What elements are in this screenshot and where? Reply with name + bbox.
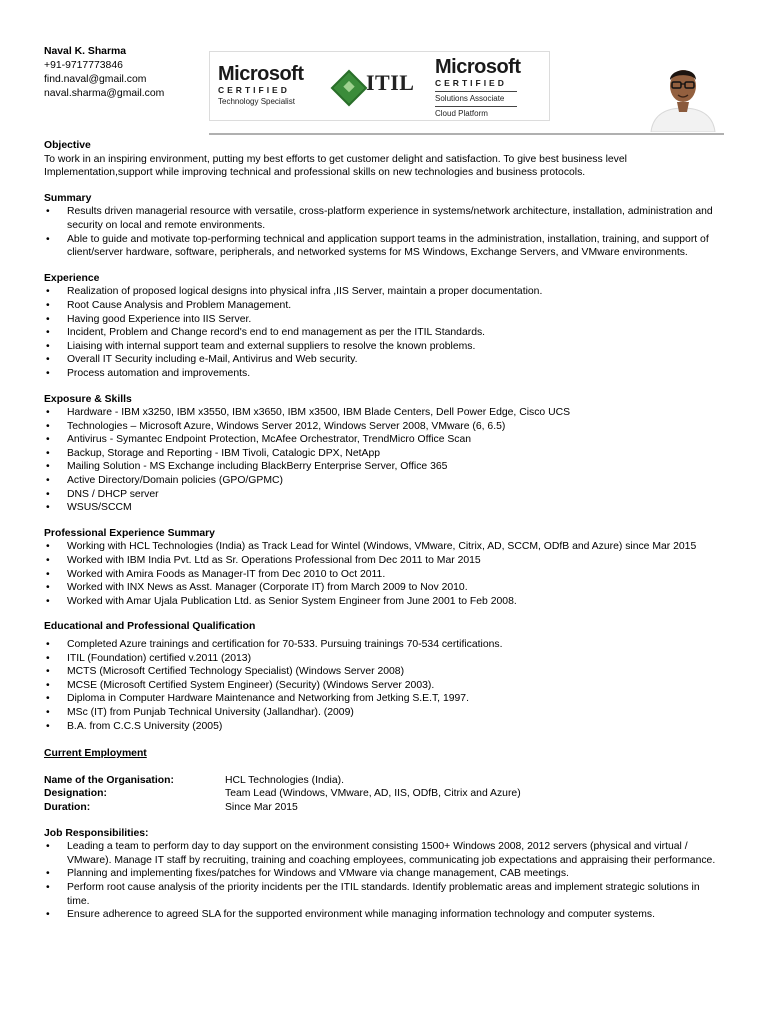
education-list [44, 638, 724, 733]
organisation-label: Name of the Organisation: [44, 774, 174, 786]
list-item: • Process automation and improvements. [44, 367, 724, 381]
contact-block [44, 45, 164, 101]
header-divider [209, 133, 724, 135]
list-item: • Hardware - IBM x3250, IBM x3550, IBM x3650, IBM x3500, IBM Blade Centers, Dell Power Edge, Cisco UCS [44, 406, 724, 420]
skills-list [44, 406, 724, 515]
objective-heading: Objective [44, 140, 91, 151]
summary-section [44, 192, 724, 260]
itil-logo: ITIL [332, 72, 412, 108]
list-item: • Mailing Solution - MS Exchange including BlackBerry Enterprise Server, Office 365 [44, 460, 724, 474]
list-item: • Worked with IBM India Pvt. Ltd as Sr. Operations Professional from Dec 2011 to Mar 2015 [44, 554, 724, 568]
list-item: • Worked with INX News as Asst. Manager (Corporate IT) from March 2009 to Nov 2010. [44, 581, 724, 595]
list-item: • Diploma in Computer Hardware Maintenance and Networking from Jetking S.E.T, 1997. [44, 692, 724, 706]
professional-summary-heading: Professional Experience Summary [44, 527, 215, 539]
list-item: • MCSE (Microsoft Certified System Engineer) (Security) (Windows Server 2003). [44, 679, 724, 693]
summary-list [44, 205, 724, 259]
profile-photo [643, 52, 723, 132]
email-secondary: naval.sharma@gmail.com [44, 88, 165, 99]
list-item: • Liaising with internal support team and external suppliers to resolve the known problems. [44, 340, 724, 354]
itil-diamond-icon [331, 70, 368, 107]
list-item: • Worked with Amira Foods as Manager-IT from Dec 2010 to Oct 2011. [44, 568, 724, 582]
list-item: • Antivirus - Symantec Endpoint Protection, McAfee Orchestrator, TrendMicro Office Scan [44, 433, 724, 447]
objective-section [44, 139, 724, 180]
list-item: • WSUS/SCCM [44, 501, 724, 515]
skills-section [44, 393, 724, 515]
skills-heading: Exposure & Skills [44, 393, 132, 405]
job-responsibilities-heading: Job Responsibilities: [44, 827, 149, 839]
organisation-value: HCL Technologies (India). [225, 774, 344, 786]
phone-number: +91-9717773846 [44, 60, 123, 71]
professional-summary-list [44, 540, 724, 608]
resume-body [44, 139, 724, 922]
list-item: • Technologies – Microsoft Azure, Windows Server 2012, Windows Server 2008, VMware (6, 6.5) [44, 420, 724, 434]
list-item: • B.A. from C.C.S University (2005) [44, 720, 724, 734]
professional-summary-section [44, 527, 724, 609]
list-item: • Working with HCL Technologies (India) as Track Lead for Wintel (Windows, VMware, Citrix, AD, SCCM, ODfB and Azure) since Mar 2015 [44, 540, 724, 554]
list-item: • MCTS (Microsoft Certified Technology Specialist) (Windows Server 2008) [44, 665, 724, 679]
current-employment-heading: Current Employment [44, 748, 147, 760]
list-item: • Incident, Problem and Change record's end to end management as per the ITIL Standards. [44, 326, 724, 340]
duration-row [44, 801, 724, 815]
current-employment-section [44, 747, 724, 814]
job-responsibilities-section [44, 827, 724, 922]
list-item: • Worked with Amar Ujala Publication Ltd. as Senior System Engineer from June 2001 to Feb 2008. [44, 595, 724, 609]
list-item: • Ensure adherence to agreed SLA for the supported environment while managing information technology and computer systems. [44, 908, 724, 922]
duration-label: Duration: [44, 801, 91, 813]
list-item: • DNS / DHCP server [44, 488, 724, 502]
microsoft-certified-specialist-logo: Microsoft CERTIFIED Technology Specialist [218, 63, 304, 106]
experience-list [44, 285, 724, 380]
education-heading: Educational and Professional Qualification [44, 621, 256, 633]
list-item: • Overall IT Security including e-Mail, Antivirus and Web security. [44, 353, 724, 367]
employment-details [44, 774, 724, 815]
list-item: • Able to guide and motivate top-performing technical and application support teams in the administration, installation, training, and support of client/server hardware, software, peripherals, and networked systems for MS Windows, Exchange Servers, and VMware environments. [44, 233, 724, 260]
list-item: • ITIL (Foundation) certified v.2011 (2013) [44, 652, 724, 666]
list-item: • Root Cause Analysis and Problem Management. [44, 299, 724, 313]
person-photo-icon [643, 52, 723, 132]
list-item: • Planning and implementing fixes/patches for Windows and VMware via change management, CAB meetings. [44, 867, 724, 881]
job-responsibilities-list [44, 840, 724, 922]
certification-logos [209, 51, 550, 121]
list-item: • Leading a team to perform day to day support on the environment consisting 1500+ Windows 2008, 2012 servers (physical and virtual / VMware). Manage IT staff by recruiting, training and coaching employees, communicating job expectations and appraising their performance. [44, 840, 724, 867]
microsoft-certified-associate-logo: Microsoft CERTIFIED Solutions Associate Cloud Platform [435, 56, 521, 118]
duration-value: Since Mar 2015 [225, 801, 298, 813]
list-item: • Having good Experience into IIS Server. [44, 313, 724, 327]
experience-heading: Experience [44, 272, 100, 284]
list-item: • Active Directory/Domain policies (GPO/GPMC) [44, 474, 724, 488]
email-primary: find.naval@gmail.com [44, 74, 147, 85]
list-item: • Realization of proposed logical designs into physical infra ,IIS Server, maintain a proper documentation. [44, 285, 724, 299]
list-item: • Backup, Storage and Reporting - IBM Tivoli, Catalogic DPX, NetApp [44, 447, 724, 461]
organisation-row [44, 774, 724, 788]
list-item: • Completed Azure trainings and certification for 70-533. Pursuing trainings 70-534 certifications. [44, 638, 724, 652]
designation-row [44, 787, 724, 801]
designation-value: Team Lead (Windows, VMware, AD, IIS, ODfB, Citrix and Azure) [225, 788, 521, 800]
designation-label: Designation: [44, 788, 107, 800]
education-section [44, 620, 724, 733]
list-item: • Results driven managerial resource with versatile, cross-platform experience in systems/network architecture, installation, administration and security on local and remote environments. [44, 205, 724, 232]
experience-section [44, 272, 724, 381]
list-item: • MSc (IT) from Punjab Technical University (Jallandhar). (2009) [44, 706, 724, 720]
objective-text: To work in an inspiring environment, putting my best efforts to get customer delight and satisfaction. To give best business level Implementation,support while improving technical and professional skills on new technologies and business protocols. [44, 153, 627, 179]
candidate-name: Naval K. Sharma [44, 46, 127, 57]
list-item: • Perform root cause analysis of the priority incidents per the ITIL standards. Identify problematic areas and implement strategic solutions in time. [44, 881, 724, 908]
summary-heading: Summary [44, 192, 92, 204]
